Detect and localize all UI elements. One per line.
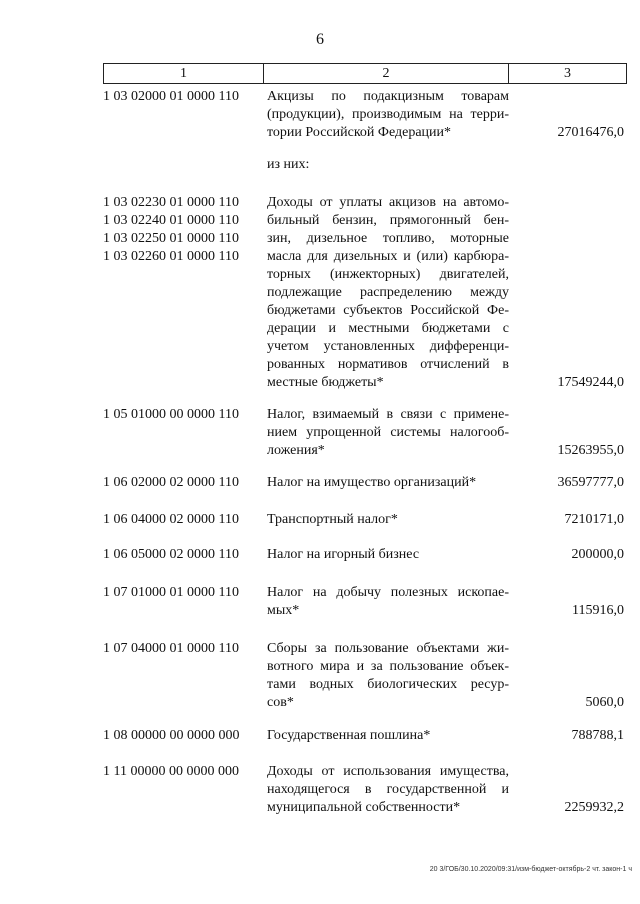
description-line: Доходы от уплаты акцизов на автомо- [267, 195, 509, 210]
budget-codes [103, 640, 263, 658]
row-description [267, 546, 509, 564]
header-col-3: 3 [564, 65, 571, 81]
description-line: Сборы за пользование объектами жи- [267, 641, 509, 656]
budget-codes [103, 511, 263, 529]
description-line: зин, дизельное топливо, моторные [267, 231, 509, 246]
description-line: сов* [267, 695, 294, 710]
page-number: 6 [316, 31, 324, 48]
row-amount: 788788,1 [571, 728, 624, 743]
description-line: тами водных биологических ресур- [267, 677, 509, 692]
description-line: Государственная пошлина* [267, 728, 431, 743]
row-description [267, 156, 509, 174]
row-amount: 17549244,0 [557, 375, 624, 390]
description-line: Налог на имущество организаций* [267, 475, 477, 490]
budget-code: 1 03 02250 01 0000 110 [103, 231, 239, 246]
description-line: вотного мира и за пользование объек- [267, 659, 509, 674]
budget-code: 1 08 00000 00 0000 000 [103, 728, 240, 743]
description-line: местные бюджеты* [267, 375, 384, 390]
budget-code: 1 03 02260 01 0000 110 [103, 249, 239, 264]
row-description [267, 763, 509, 817]
description-line: находящегося в государственной и [267, 782, 509, 797]
description-line: мых* [267, 603, 300, 618]
row-amount: 5060,0 [585, 695, 624, 710]
description-line: торных (инжекторных) двигателей, [267, 267, 509, 282]
row-description [267, 194, 509, 392]
description-line: Акцизы по подакцизным товарам [267, 89, 509, 104]
budget-codes [103, 194, 263, 266]
row-description [267, 511, 509, 529]
description-line: масла для дизельных и (или) карбюра- [267, 249, 509, 264]
budget-code: 1 03 02230 01 0000 110 [103, 195, 239, 210]
budget-codes [103, 763, 263, 781]
row-description [267, 406, 509, 460]
row-amount: 115916,0 [572, 603, 624, 618]
budget-codes [103, 727, 263, 745]
budget-code: 1 06 02000 02 0000 110 [103, 475, 239, 490]
budget-code: 1 06 04000 02 0000 110 [103, 512, 239, 527]
row-amount: 200000,0 [571, 547, 624, 562]
description-line: учетом установленных дифференци- [267, 339, 509, 354]
budget-codes [103, 546, 263, 564]
description-line: дерации и местными бюджетами с [267, 321, 509, 336]
description-line: ложения* [267, 443, 325, 458]
footer-stamp: 20 3/ГОБ/30.10.2020/09:31/изм-бюджет-октябрь-2 чт. закон-1 ч [429, 866, 632, 873]
description-line: Налог на добычу полезных ископае- [267, 585, 509, 600]
description-line: тории Российской Федерации* [267, 125, 452, 140]
budget-codes [103, 406, 263, 424]
row-amount: 15263955,0 [557, 443, 624, 458]
header-col-1: 1 [104, 64, 264, 83]
budget-codes [103, 474, 263, 492]
description-line: Доходы от использования имущества, [267, 764, 509, 779]
row-description [267, 88, 509, 142]
description-line: нием упрощенной системы налогооб- [267, 425, 509, 440]
budget-code: 1 07 04000 01 0000 110 [103, 641, 239, 656]
row-description [267, 474, 509, 492]
header-col-2: 2 [264, 64, 509, 83]
row-description [267, 727, 509, 745]
budget-code: 1 05 01000 00 0000 110 [103, 407, 239, 422]
description-line: Транспортный налог* [267, 512, 398, 527]
row-amount: 27016476,0 [557, 125, 624, 140]
description-line: Налог, взимаемый в связи с примене- [267, 407, 509, 422]
row-description [267, 584, 509, 620]
budget-codes [103, 584, 263, 602]
row-amount: 2259932,2 [564, 800, 624, 815]
description-line: Налог на игорный бизнес [267, 547, 420, 562]
budget-codes [103, 88, 263, 106]
budget-code: 1 07 01000 01 0000 110 [103, 585, 239, 600]
row-description [267, 640, 509, 712]
table-header [103, 63, 627, 84]
description-line: бюджетами субъектов Российской Фе- [267, 303, 509, 318]
description-line: рованных нормативов отчислений в [267, 357, 509, 372]
description-line: подлежащие распределению между [267, 285, 509, 300]
description-line: из них: [267, 157, 310, 172]
row-amount: 36597777,0 [557, 475, 624, 490]
budget-code: 1 03 02240 01 0000 110 [103, 213, 239, 228]
budget-code: 1 03 02000 01 0000 110 [103, 89, 239, 104]
budget-code: 1 11 00000 00 0000 000 [103, 764, 239, 779]
row-amount: 7210171,0 [564, 512, 624, 527]
description-line: (продукции), производимым на терри- [267, 107, 509, 122]
description-line: бильный бензин, прямогонный бен- [267, 213, 509, 228]
description-line: муниципальной собственности* [267, 800, 461, 815]
budget-code: 1 06 05000 02 0000 110 [103, 547, 239, 562]
